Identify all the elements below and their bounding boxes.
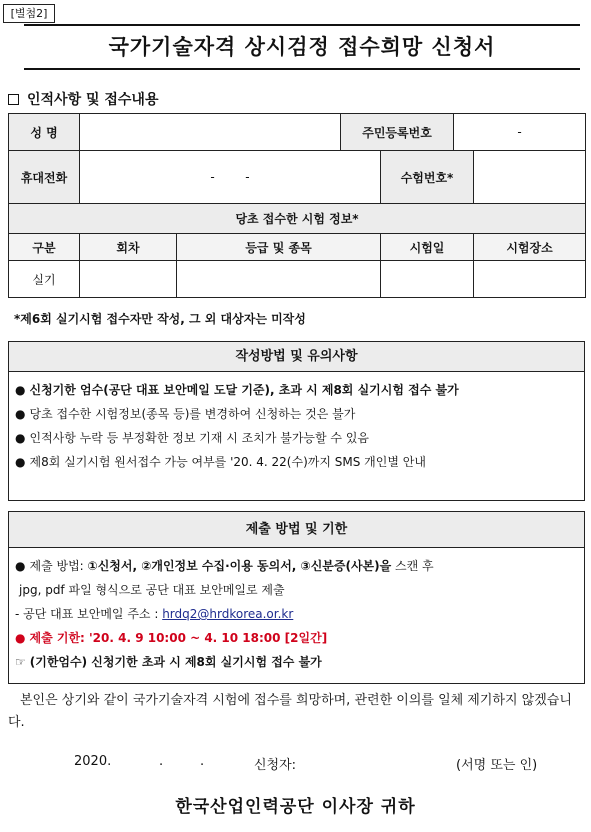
date-field[interactable] — [381, 261, 474, 298]
submission-list — [9, 548, 584, 674]
guideline-item: ● 신청기한 엄수(공단 대표 보안메일 도달 기준), 초과 시 제8회 실기시험 접수 불가 — [15, 378, 578, 402]
guidelines-title: 작성방법 및 유의사항 — [9, 342, 584, 372]
col-round: 회차 — [80, 234, 177, 261]
rrn-field[interactable]: - — [454, 114, 586, 151]
col-grade: 등급 및 종목 — [177, 234, 381, 261]
bullet-icon: ● — [15, 631, 26, 645]
col-date: 시험일 — [381, 234, 474, 261]
bullet-icon: ● — [15, 407, 26, 421]
date-year: 2020. — [74, 754, 112, 769]
exam-info-note: *제6회 실기시험 접수자만 작성, 그 외 대상자는 미작성 — [14, 312, 306, 326]
submission-deadline: ● 제출 기한: '20. 4. 9 10:00 ~ 4. 10 18:00 [2일간] — [15, 626, 578, 650]
email-link[interactable]: hrdq2@hrdkorea.or.kr — [162, 607, 294, 621]
place-field[interactable] — [474, 261, 586, 298]
row-exam-columns — [9, 234, 586, 261]
category-value: 실기 — [9, 261, 80, 298]
row-name — [9, 114, 586, 151]
row-phone — [9, 151, 586, 204]
guidelines-panel — [8, 341, 585, 501]
bullet-icon: ● — [15, 455, 26, 469]
guideline-item: ● 당초 접수한 시험정보(종목 등)를 변경하여 신청하는 것은 불가 — [15, 402, 578, 426]
addressee: 한국산업인력공단 이사장 귀하 — [175, 797, 416, 817]
submission-warning: ☞ (기한엄수) 신청기한 초과 시 제8회 실기시험 접수 불가 — [15, 650, 578, 674]
bullet-icon: ● — [15, 431, 26, 445]
applicant-info-table — [8, 113, 586, 298]
date-month: . — [159, 754, 164, 769]
submission-email: - 공단 대표 보안메일 주소 : hrdq2@hrdkorea.or.kr — [15, 607, 294, 621]
name-label: 성 명 — [9, 114, 80, 151]
applicant-label: 신청자: — [254, 758, 297, 773]
round-field[interactable] — [80, 261, 177, 298]
phone-field[interactable]: - - — [80, 151, 381, 204]
submission-title: 제출 방법 및 기한 — [9, 512, 584, 548]
guideline-item: ● 인적사항 누락 등 부정확한 정보 기재 시 조치가 불가능할 수 있음 — [15, 426, 578, 450]
bullet-icon: ● — [15, 559, 26, 573]
row-exam-values — [9, 261, 586, 298]
pointing-hand-icon: ☞ — [15, 655, 26, 669]
checkbox-square-icon — [8, 94, 19, 105]
section-heading — [8, 89, 158, 109]
submission-format: jpg, pdf 파일 형식으로 공단 대표 보안메일로 제출 — [19, 583, 285, 597]
section-heading-text: 인적사항 및 접수내용 — [27, 92, 159, 108]
declaration-text: 본인은 상기와 같이 국가기술자격 시험에 접수를 희망하며, 관련한 이의를 일체 제기하지 않겠습니다. — [8, 693, 572, 730]
grade-field[interactable] — [177, 261, 381, 298]
submission-method: ● 제출 방법: ①신청서, ②개인정보 수집·이용 동의서, ③신분증(사본)을 스캔 후 — [15, 554, 578, 578]
rrn-label: 주민등록번호 — [341, 114, 454, 151]
col-category: 구분 — [9, 234, 80, 261]
bullet-icon: ● — [15, 383, 26, 397]
date-day: . — [200, 754, 205, 769]
submission-panel — [8, 511, 585, 684]
phone-label: 휴대전화 — [9, 151, 80, 204]
attachment-tag: [별첨2] — [3, 4, 55, 23]
guideline-item: ● 제8회 실기시험 원서접수 가능 여부를 '20. 4. 22(수)까지 SMS 개인별 안내 — [15, 450, 578, 474]
exam-info-title: 당초 접수한 시험 정보* — [9, 204, 586, 234]
document-title: 국가기술자격 상시검정 접수희망 신청서 — [24, 24, 580, 70]
col-place: 시험장소 — [474, 234, 586, 261]
row-exam-info-title — [9, 204, 586, 234]
exam-number-field[interactable] — [474, 151, 586, 204]
guidelines-list — [9, 372, 584, 474]
exam-number-label: 수험번호* — [381, 151, 474, 204]
name-field[interactable] — [80, 114, 341, 151]
sign-note: (서명 또는 인) — [456, 758, 538, 773]
